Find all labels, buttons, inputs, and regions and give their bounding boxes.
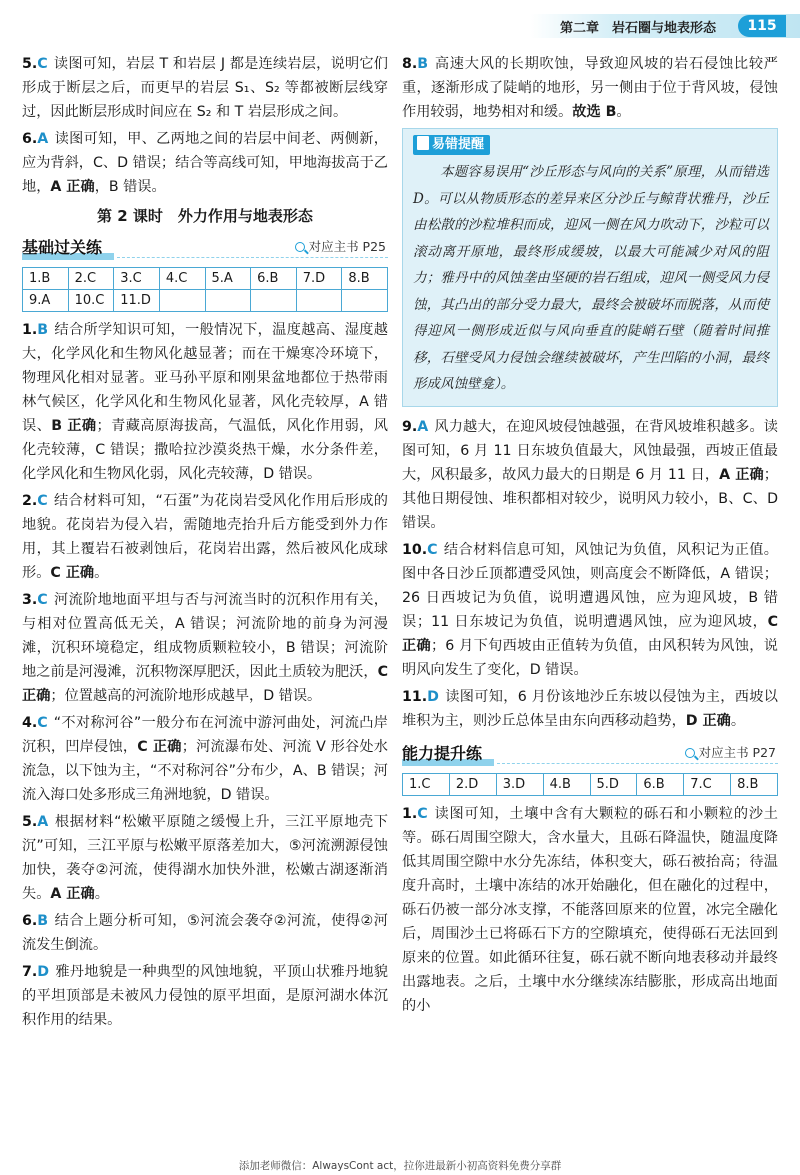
answer-item	[402, 685, 778, 733]
section-reference	[291, 237, 386, 255]
table-cell: 3.C	[114, 268, 160, 290]
correct-mark: C 正确	[22, 664, 388, 704]
answer-item	[402, 52, 778, 124]
item-text: 读图可知，甲、乙两地之间的岩层中间老、两侧新，应为背斜，C、D 错误；结合等高线可知，甲地海拔高于乙地，	[22, 131, 388, 195]
answer-item	[22, 960, 388, 1032]
table-cell: 7.C	[684, 773, 731, 795]
answer-item	[22, 127, 388, 199]
section-basic	[22, 233, 388, 261]
answer-item	[22, 318, 388, 486]
answer-item	[22, 489, 388, 585]
answer-letter: C	[37, 56, 48, 72]
answer-letter: B	[37, 913, 49, 929]
footer-note: 添加老师微信：AlwaysCont act，拉你进最新小初高资料免费分享群	[238, 1160, 562, 1172]
correct-mark: D 正确	[685, 712, 731, 729]
page-header	[0, 0, 800, 40]
answer-letter: C	[37, 592, 48, 608]
item-text: 结合上题分析可知，⑤河流会袭夺②河流，使得②河流发生倒流。	[22, 913, 388, 953]
item-number: 3.	[22, 592, 38, 608]
section-divider	[117, 257, 388, 258]
table-row	[403, 773, 778, 795]
table-row	[23, 268, 388, 290]
reference-text: 对应主书 P27	[698, 744, 776, 760]
right-items	[402, 415, 778, 733]
item-number: 6.	[22, 131, 38, 147]
answer-letter: C	[37, 493, 48, 509]
correct-mark: C 正确	[137, 739, 182, 755]
table-cell: 7.D	[296, 268, 342, 290]
answer-item	[22, 810, 388, 906]
answer-table	[402, 773, 778, 796]
tip-box	[402, 128, 778, 407]
table-cell: 6.B	[637, 773, 684, 795]
chapter-title: 第二章 岩石圈与地表形态	[560, 21, 717, 36]
item-number: 1.	[22, 322, 38, 338]
tip-label	[413, 135, 490, 155]
answer-item	[22, 52, 388, 124]
table-cell: 6.B	[251, 268, 297, 290]
table-cell: 10.C	[68, 290, 114, 312]
item-number: 10.	[402, 541, 428, 558]
section-advanced	[402, 739, 778, 767]
answer-letter: B	[37, 322, 49, 338]
search-icon	[685, 748, 695, 758]
table-cell: 5.D	[590, 773, 637, 795]
item-text-tail: ；6 月下旬西坡由正值转为负值，由风积转为风蚀，说明风向发生了变化，D 错误。	[402, 637, 778, 678]
answer-letter: A	[417, 418, 429, 435]
item-text-tail: 。	[94, 886, 109, 902]
item-text: 读图可知，岩层 T 和岩层 J 都是连续岩层，说明它们形成于断层之后，而更早的岩层 S₁、S₂ 等都被断层线穿过，因此断层形成时间应在 S₂ 和 T 岩层形成之间。	[22, 56, 388, 120]
correct-mark: C 正确	[402, 613, 778, 654]
item-text-tail: ；位置越高的河流阶地形成越早，D 错误。	[50, 688, 322, 704]
item-number: 1.	[402, 805, 418, 822]
item-text-tail: 。	[94, 565, 109, 581]
table-cell: 11.D	[114, 290, 160, 312]
item-text-tail: 。	[616, 104, 631, 120]
table-cell: 2.D	[449, 773, 496, 795]
answer-item	[402, 802, 778, 1018]
table-cell: 4.C	[159, 268, 205, 290]
answer-table	[22, 267, 388, 312]
correct-mark: B 正确	[51, 418, 97, 434]
correct-mark: A 正确	[50, 886, 95, 902]
correct-mark: A 正确	[719, 466, 764, 483]
lesson-title: 第 2 课时 外力作用与地表形态	[97, 207, 313, 225]
correct-mark: 故选 B	[572, 104, 617, 120]
item-text: 读图可知，6 月份该地沙丘东坡以侵蚀为主，西坡以堆积为主，则沙丘总体呈由东向西移动趋势，	[402, 688, 778, 729]
section-title: 能力提升练	[402, 743, 483, 763]
tip-text: 本题容易误用“沙丘形态与风向的关系”原理，从而错选 D。可以从物质形态的差异来区分沙丘与鲸背状雅丹，沙丘由松散的沙粒堆积而成，迎风一侧在风力吹动下，沙粒可以滚动离开原地，最终形成缓坡，以最大可能减少对风的阻力；雅丹中的风蚀垄由坚硬的岩石组成，迎风一侧受风力侵蚀，其凸出的部分受力最大，最终会被破坏而脱落，从而使得迎风一侧形成近似与风向垂直的陡峭石壁（随着时间推移，石壁受风力侵蚀会继续被破坏，产生凹陷的小洞，最终形成风蚀壁龛）。	[413, 164, 769, 392]
section-reference	[681, 743, 776, 761]
item-text: 根据材料“松嫩平原随之缓慢上升，三江平原地壳下沉”可知，三江平原与松嫩平原落差加大，⑤河流溯源侵蚀加快，袭夺②河流，使得湖水加快外泄，松嫩古湖逐渐消失。	[22, 814, 388, 902]
right-column	[402, 52, 778, 1021]
answer-letter: D	[427, 688, 439, 705]
item-text: 结合材料信息可知，风蚀记为负值，风积记为正值。图中各日沙丘顶都遭受风蚀，则高度会不断降低，A 错误；26 日西坡记为负值，说明遭遇风蚀，应为迎风坡，B 错误；11 日东坡记为负值，说明遭遇风蚀，应为迎风坡，	[402, 541, 778, 630]
answer-letter: A	[37, 814, 49, 830]
search-icon	[295, 242, 305, 252]
answer-item	[22, 909, 388, 957]
left-items	[22, 318, 388, 1032]
table-cell	[251, 290, 297, 312]
table-cell: 1.B	[23, 268, 69, 290]
item-number: 11.	[402, 688, 428, 705]
item-text-tail: ；其他日期侵蚀、堆积都相对较少，说明风力较小，B、C、D 错误。	[402, 466, 778, 531]
item-number: 6.	[22, 913, 38, 929]
item-text: 高速大风的长期吹蚀，导致迎风坡的岩石侵蚀比较严重，逐渐形成了陡峭的地形，另一侧由于位于背风坡，侵蚀作用较弱，地势相对和缓。	[402, 56, 778, 120]
page-number: 115	[738, 15, 786, 37]
answer-letter: C	[427, 541, 438, 558]
table-cell: 4.B	[543, 773, 590, 795]
table-cell: 1.C	[403, 773, 450, 795]
answer-item	[402, 538, 778, 682]
table-cell	[205, 290, 251, 312]
answer-item	[402, 415, 778, 535]
left-column	[22, 52, 388, 1035]
answer-letter: C	[417, 805, 428, 822]
item-text: 河流阶地地面平坦与否与河流当时的沉积作用有关，与相对位置高低无关，A 错误；河流阶地的前身为河漫滩，沉积环境稳定，组成物质颗粒较小，B 错误；河流阶地之前是河漫滩，沉积物深厚肥沃，因此土质较为肥沃，	[22, 592, 388, 680]
answer-item	[22, 588, 388, 708]
section-divider	[497, 763, 778, 764]
item-number: 8.	[402, 56, 418, 72]
item-text-tail: ；河流瀑布处、河流 V 形谷处水流急，以下蚀为主，“不对称河谷”分布少，A、B 错误；河流入海口处多形成三角洲地貌，D 错误。	[22, 739, 388, 803]
item-text: 风力越大，在迎风坡侵蚀越强，在背风坡堆积越多。读图可知，6 月 11 日东坡负值最大，风蚀最强，西坡正值最大，风积最多，故风力最大的日期是 6 月 11 日，	[402, 418, 778, 483]
table-cell: 8.B	[731, 773, 778, 795]
reference-text: 对应主书 P25	[308, 239, 386, 254]
right-top-items	[402, 52, 778, 124]
item-number: 7.	[22, 964, 38, 980]
answer-letter: B	[417, 56, 429, 72]
item-text: “不对称河谷”一般分布在河流中游河曲处，河流凸岸沉积，凹岸侵蚀，	[22, 715, 388, 755]
item-number: 4.	[22, 715, 38, 731]
item-text-tail: ；青藏高原海拔高，气温低，风化作用弱，风化壳较薄，C 错误；撒哈拉沙漠炎热干燥，水分条件差，化学风化和生物风化弱，风化壳较薄，D 错误。	[22, 418, 388, 482]
table-row	[23, 290, 388, 312]
item-number: 2.	[22, 493, 38, 509]
table-cell: 5.A	[205, 268, 251, 290]
note-icon	[417, 136, 429, 150]
right-last-item	[402, 802, 778, 1018]
correct-mark: C 正确	[50, 565, 95, 581]
item-text: 结合所学知识可知，一般情况下，温度越高、湿度越大，化学风化和生物风化越显著；而在干燥寒冷环境下，物理风化相对显著。亚马孙平原和刚果盆地都位于热带雨林气候区，化学风化和生物风化显著，风化壳较厚，A 错误、	[22, 322, 388, 434]
item-text: 雅丹地貌是一种典型的风蚀地貌，平顶山状雅丹地貌的平坦顶部是未被风力侵蚀的原平坦面，是原河湖水体沉积作用的结果。	[22, 964, 388, 1028]
table-cell	[342, 290, 388, 312]
correct-mark: A 正确	[50, 179, 95, 195]
answer-letter: C	[37, 715, 48, 731]
table-cell: 3.D	[496, 773, 543, 795]
item-text: 读图可知，土壤中含有大颗粒的砾石和小颗粒的沙土等。砾石周围空隙大，含水量大，且砾石降温快，随温度降低其周围空隙中水分先冻结，体积变大，砾石被抬高；待温度升高时，土壤中冻结的冰开始融化，但在融化的过程中，砾石仍被一部分冰支撑，不能落回原来的位置，冰完全融化后，周围沙土已将砾石下方的空隙填充，使得砾石无法回到原来的位置。如此循环往复，砾石就不断向地表移动并最终出露地表。之后，土壤中水分继续冻结膨胀，形成高出地面的小	[402, 805, 778, 1014]
table-cell: 8.B	[342, 268, 388, 290]
tip-label-text: 易错提醒	[432, 137, 485, 152]
item-number: 5.	[22, 814, 38, 830]
section-title: 基础过关练	[22, 238, 103, 257]
answer-item	[22, 711, 388, 807]
item-text-tail: ，B 错误。	[94, 179, 166, 195]
table-cell	[159, 290, 205, 312]
table-cell	[296, 290, 342, 312]
answer-letter: D	[37, 964, 50, 980]
answer-letter: A	[37, 131, 49, 147]
item-number: 5.	[22, 56, 38, 72]
item-text: 结合材料可知，“石蛋”为花岗岩受风化作用后形成的地貌。花岗岩为侵入岩，需随地壳抬升后方能受到外力作用，其上覆岩石被剥蚀后，花岗岩出露，然后被风化成球形。	[22, 493, 388, 581]
table-cell: 9.A	[23, 290, 69, 312]
item-text-tail: 。	[730, 712, 746, 729]
table-cell: 2.C	[68, 268, 114, 290]
item-number: 9.	[402, 418, 418, 435]
left-top-items	[22, 52, 388, 199]
